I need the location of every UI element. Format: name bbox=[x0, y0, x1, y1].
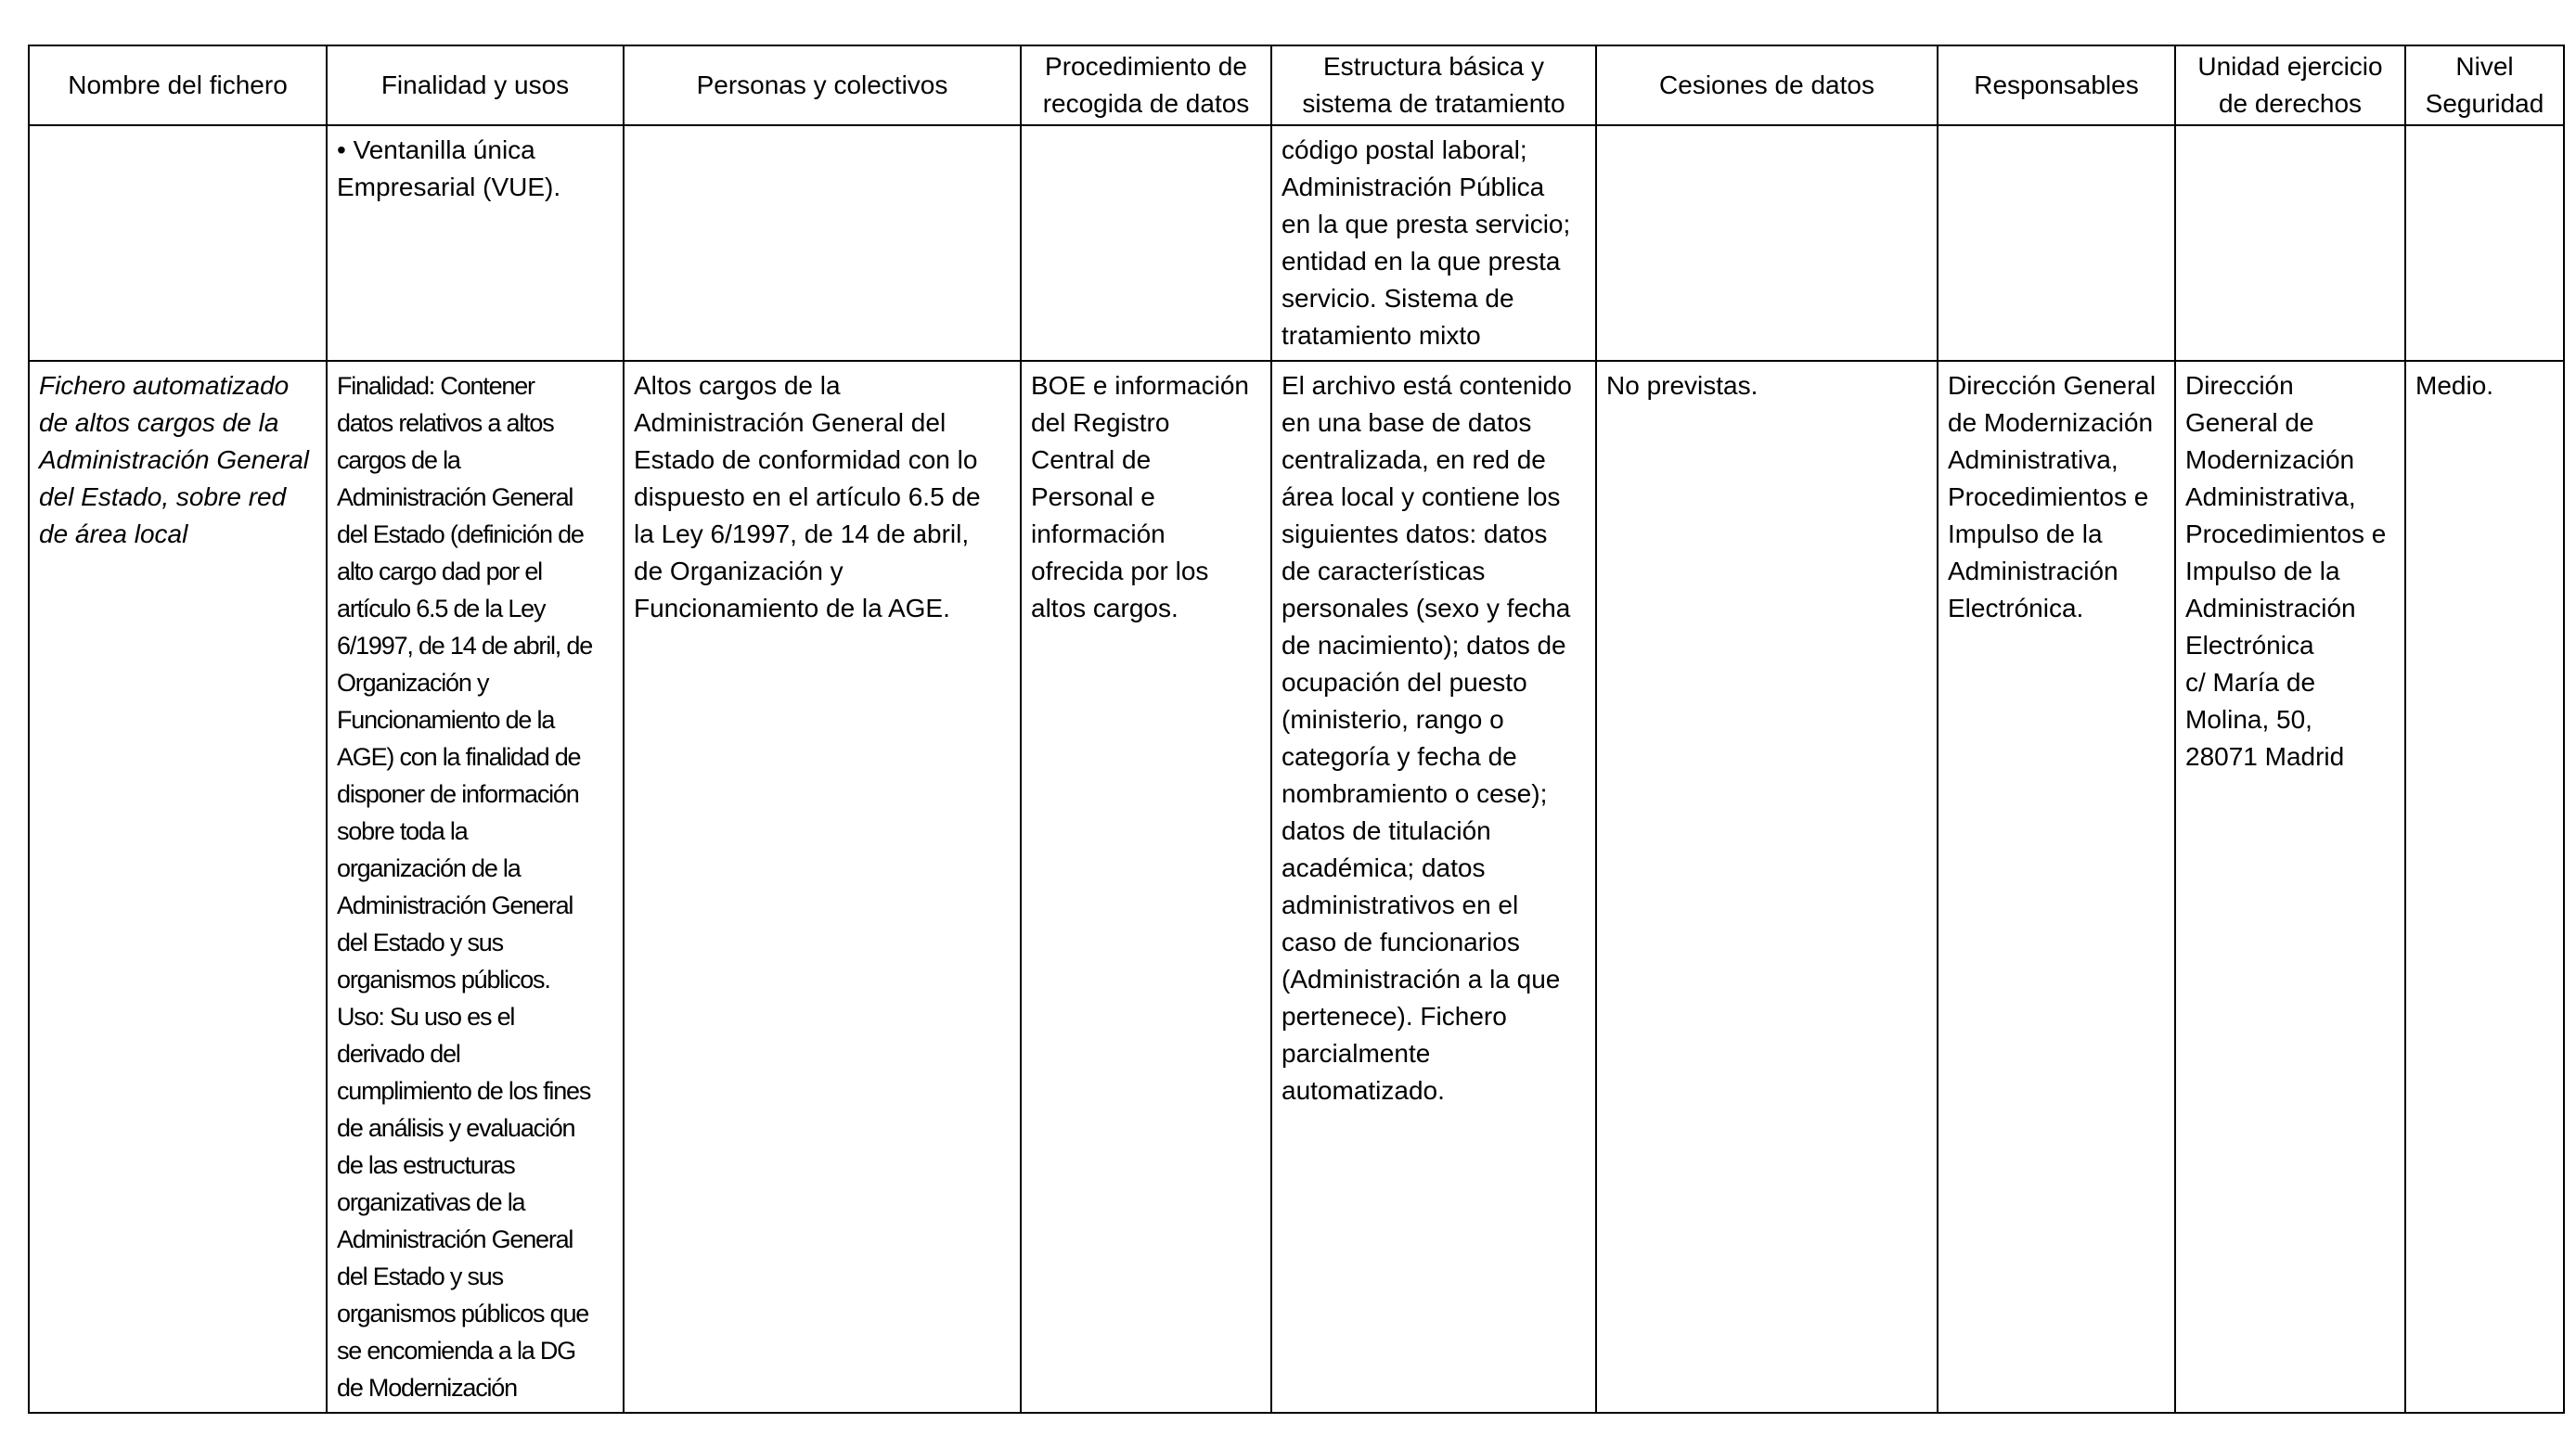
cell-unidad: Dirección General de Modernización Administrativa, Procedimientos e Impulso de la Administración Electrónica c/ María de Molina, 50, 28071 Madrid bbox=[2175, 361, 2405, 1413]
header-finalidad-usos: Finalidad y usos bbox=[327, 45, 624, 125]
cell-procedimiento: BOE e información del Registro Central de Personal e información ofrecida por los altos cargos. bbox=[1021, 361, 1271, 1413]
header-nombre-fichero: Nombre del fichero bbox=[29, 45, 327, 125]
table-row bbox=[29, 361, 2564, 1413]
cell-nivel: Medio. bbox=[2405, 361, 2564, 1413]
cell-personas: Altos cargos de la Administración General del Estado de conformidad con lo dispuesto en el artículo 6.5 de la Ley 6/1997, de 14 de abril, de Organización y Funcionamiento de la AGE. bbox=[624, 361, 1021, 1413]
header-estructura-basica: Estructura básica y sistema de tratamiento bbox=[1271, 45, 1596, 125]
cell-procedimiento bbox=[1021, 125, 1271, 361]
cell-nivel bbox=[2405, 125, 2564, 361]
header-nivel-seguridad: Nivel Seguridad bbox=[2405, 45, 2564, 125]
header-cesiones-datos: Cesiones de datos bbox=[1596, 45, 1938, 125]
cell-cesiones: No previstas. bbox=[1596, 361, 1938, 1413]
table-row bbox=[29, 125, 2564, 361]
cell-unidad bbox=[2175, 125, 2405, 361]
cell-finalidad: Finalidad: Contener datos relativos a altos cargos de la Administración General del Estado (definición de alto cargo dad por el artículo 6.5 de la Ley 6/1997, de 14 de abril, de Organización y Funcionamiento de la AGE) con la finalidad de disponer de información sobre toda la organización de la Administración General del Estado y sus organismos públicos. Uso: Su uso es el derivado del cumplimiento de los fines de análisis y evaluación de las estructuras organizativas de la Administración General del Estado y sus organismos públicos que se encomienda a la DG de Modernización bbox=[327, 361, 624, 1413]
header-responsables: Responsables bbox=[1938, 45, 2175, 125]
cell-estructura: El archivo está contenido en una base de datos centralizada, en red de área local y contiene los siguientes datos: datos de características personales (sexo y fecha de nacimiento); datos de ocupación del puesto (ministerio, rango o categoría y fecha de nombramiento o cese); datos de titulación académica; datos administrativos en el caso de funcionarios (Administración a la que pertenece). Fichero parcialmente automatizado. bbox=[1271, 361, 1596, 1413]
cell-finalidad: • Ventanilla única Empresarial (VUE). bbox=[327, 125, 624, 361]
cell-estructura: código postal laboral; Administración Pública en la que presta servicio; entidad en la que presta servicio. Sistema de tratamiento mixto bbox=[1271, 125, 1596, 361]
cell-cesiones bbox=[1596, 125, 1938, 361]
header-procedimiento-recogida: Procedimiento de recogida de datos bbox=[1021, 45, 1271, 125]
cell-nombre bbox=[29, 125, 327, 361]
header-personas-colectivos: Personas y colectivos bbox=[624, 45, 1021, 125]
table-header-row bbox=[29, 45, 2564, 125]
data-file-registry-table bbox=[28, 45, 2565, 1414]
header-unidad-ejercicio-derechos: Unidad ejercicio de derechos bbox=[2175, 45, 2405, 125]
cell-nombre: Fichero automatizado de altos cargos de la Administración General del Estado, sobre red de área local bbox=[29, 361, 327, 1413]
cell-personas bbox=[624, 125, 1021, 361]
cell-responsables: Dirección General de Modernización Administrativa, Procedimientos e Impulso de la Administración Electrónica. bbox=[1938, 361, 2175, 1413]
cell-responsables bbox=[1938, 125, 2175, 361]
